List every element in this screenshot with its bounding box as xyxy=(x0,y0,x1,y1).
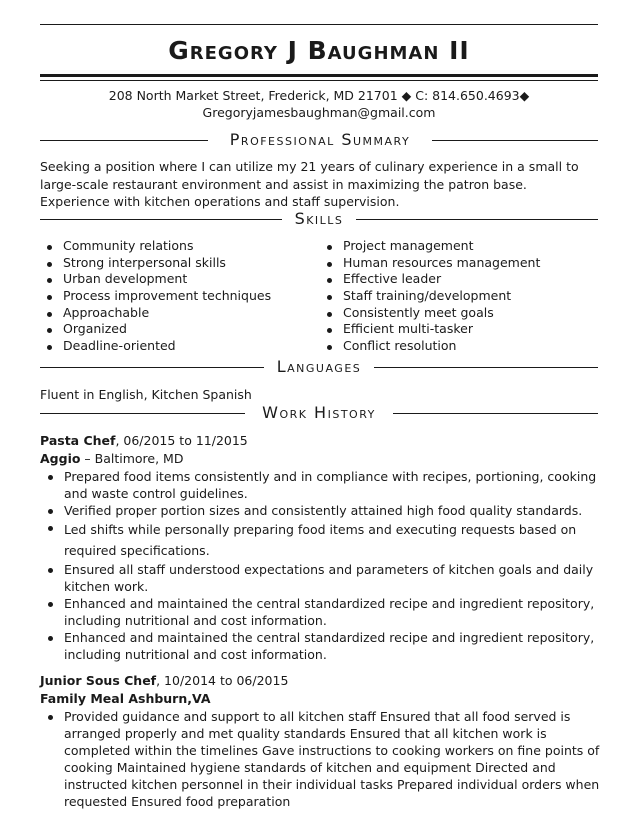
work-heading: Work History xyxy=(245,403,393,423)
job-duty-item: Provided guidance and support to all kitchen staff Ensured that all food served is arranged properly and met quality standards Ensured that all kitchen work is completed within the timelines Gave instructions to cooking workers on fine points of cooking Maintained hygiene standards of kitchen and equipment Directed and instructed kitchen personnel in their individual tasks Prepared individual orders when requested Ensured food preparation xyxy=(40,708,600,810)
contact-email: Gregoryjamesbaughman@gmail.com xyxy=(202,105,436,120)
summary-rule-left xyxy=(40,140,208,141)
skills-rule-left xyxy=(40,219,282,220)
header-rule-thin xyxy=(40,80,598,81)
job-duties xyxy=(40,468,600,663)
languages-heading: Languages xyxy=(264,357,374,377)
summary-text: Seeking a position where I can utilize my 21 years of culinary experience in a small to large-scale restaurant environment and assist in maximizing the patron base. Experience with kitchen operations and staff supervision. xyxy=(40,159,579,209)
skills-rule-right xyxy=(356,219,598,220)
skill-item: Urban development xyxy=(39,271,309,288)
top-rule xyxy=(40,24,598,25)
skill-item: Consistently meet goals xyxy=(319,305,599,322)
job-entry xyxy=(40,672,600,810)
skill-item: Human resources management xyxy=(319,255,599,272)
skill-item: Strong interpersonal skills xyxy=(39,255,309,272)
work-rule-right xyxy=(393,413,598,414)
skill-item: Staff training/development xyxy=(319,288,599,305)
job-company: Family Meal Ashburn,VA xyxy=(40,691,211,706)
job-title: Pasta Chef xyxy=(40,433,116,448)
skill-item: Organized xyxy=(39,321,309,338)
summary-heading: Professional Summary xyxy=(208,130,432,150)
summary-rule-right xyxy=(432,140,598,141)
languages-rule-left xyxy=(40,367,264,368)
job-title-line xyxy=(40,432,600,450)
skills-list-left xyxy=(39,238,309,355)
skill-item: Effective leader xyxy=(319,271,599,288)
languages-rule-right xyxy=(374,367,598,368)
job-company: Aggio xyxy=(40,451,81,466)
skill-item: Efficient multi-tasker xyxy=(319,321,599,338)
job-duty-item: Prepared food items consistently and in compliance with recipes, portioning, cooking and waste control guidelines. xyxy=(40,468,600,502)
skill-item: Approachable xyxy=(39,305,309,322)
job-dates: , 06/2015 to 11/2015 xyxy=(115,433,248,448)
job-title-line xyxy=(40,672,600,690)
job-dates: , 10/2014 to 06/2015 xyxy=(156,673,289,688)
job-location: – Baltimore, MD xyxy=(80,451,184,466)
job-entry xyxy=(40,432,600,663)
header-rule-thick xyxy=(40,74,598,77)
job-duty-item: Enhanced and maintained the central standardized recipe and ingredient repository, including nutritional and cost information. xyxy=(40,629,600,663)
job-duty-item: Led shifts while personally preparing food items and executing requests based on required specifications. xyxy=(40,519,600,561)
languages-text: Fluent in English, Kitchen Spanish xyxy=(40,387,252,402)
skill-item: Process improvement techniques xyxy=(39,288,309,305)
job-title: Junior Sous Chef xyxy=(40,673,157,688)
skill-item: Community relations xyxy=(39,238,309,255)
skill-item: Project management xyxy=(319,238,599,255)
contact-address-phone: 208 North Market Street, Frederick, MD 21701 ◆ C: 814.650.4693◆ xyxy=(108,88,530,103)
skills-list-right xyxy=(319,238,599,355)
job-company-line xyxy=(40,690,600,708)
skill-item: Conflict resolution xyxy=(319,338,599,355)
skills-heading: Skills xyxy=(282,209,356,229)
work-rule-left xyxy=(40,413,245,414)
job-company-line xyxy=(40,450,600,468)
job-duties xyxy=(40,708,600,810)
candidate-name: Gregory J Baughman II xyxy=(168,36,470,65)
job-duty-item: Enhanced and maintained the central standardized recipe and ingredient repository, including nutritional and cost information. xyxy=(40,595,600,629)
skill-item: Deadline-oriented xyxy=(39,338,309,355)
job-duty-item: Verified proper portion sizes and consistently attained high food quality standards. xyxy=(40,502,600,519)
job-duty-item: Ensured all staff understood expectations and parameters of kitchen goals and daily kitchen work. xyxy=(40,561,600,595)
